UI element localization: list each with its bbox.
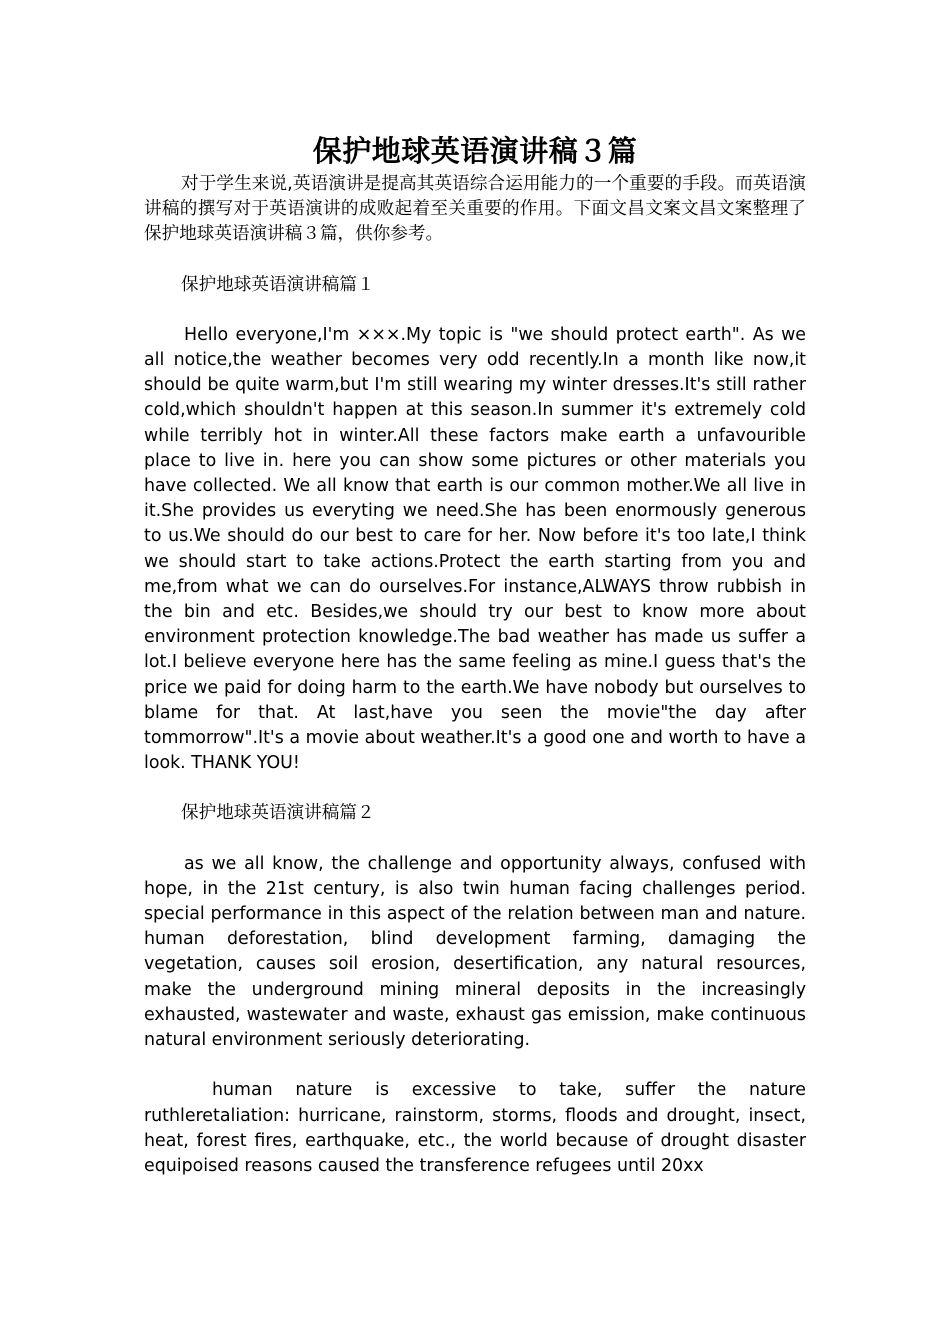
section-1-paragraph-1: Hello everyone,I'm ×××.My topic is "we should protect earth". As we all notice,the weather becomes very odd recently.In a month like now,it should be quite warm,but I'm still wearing my winter dresses.It's still rather cold,which shouldn't happen at this season.In summer it's extremely cold while terribly hot in winter.All these factors make earth a unfavourible place to live in. here you can show some pictures or other materials you have collected. We all know that earth is our common mother.We all live in it.She provides us everyting we need.She has been enormously generous to us.We should do our best to care for her. Now before it's too late,I think we should start to take actions.Protect the earth starting from you and me,from what we can do ourselves.For instance,ALWAYS throw rubbish in the bin and etc. Besides,we should try our best to know more about environment protection knowledge.The bad weather has made us suffer a lot.I believe everyone here has the same feeling as mine.I guess that's the price we paid for doing harm to the earth.We have nobody but ourselves to blame for that. At last,have you seen the movie"the day after tommorrow".It's a movie about weather.It's a good one and worth to have a look. THANK YOU! xyxy=(144,324,806,774)
section-2-paragraph-2: human nature is excessive to take, suffer the nature ruthleretaliation: hurricane, rainstorm, storms, floods and drought, insect, heat, forest fires, earthquake, etc., the world because of drought disaster equipoised reasons caused the transference refugees until 20xx xyxy=(144,1080,806,1176)
document-content xyxy=(144,130,806,1179)
section-1-heading: 保护地球英语演讲稿篇１ xyxy=(181,274,375,295)
intro-paragraph: 对于学生来说,英语演讲是提高其英语综合运用能力的一个重要的手段。而英语演讲稿的撰写对于英语演讲的成败起着至关重要的作用。下面文昌文案文昌文案整理了保护地球英语演讲稿３篇，供你参考。 xyxy=(144,174,806,245)
document-title: 保护地球英语演讲稿３篇 xyxy=(312,134,638,168)
section-2-heading: 保护地球英语演讲稿篇２ xyxy=(181,803,375,824)
section-2-paragraph-1: as we all know, the challenge and opportunity always, confused with hope, in the 21st century, is also twin human facing challenges period. special performance in this aspect of the relation between man and nature. human deforestation, blind development farming, damaging the vegetation, causes soil erosion, desertification, any natural resources, make the underground mining mineral deposits in the increasingly exhausted, wastewater and waste, exhaust gas emission, make continuous natural environment seriously deteriorating. xyxy=(144,853,806,1051)
